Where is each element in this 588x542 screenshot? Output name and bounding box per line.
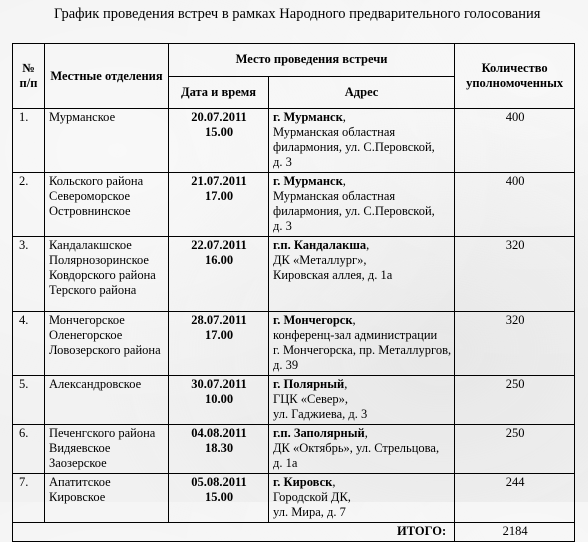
dept-cell: [45, 109, 169, 173]
table-row: [13, 237, 575, 312]
address-comma: ,: [342, 174, 346, 188]
total-value: 2184: [455, 523, 575, 542]
address-line: филармония, ул. С.Перовской,: [273, 140, 435, 154]
qty-cell: 250: [455, 425, 575, 474]
header-dept: Местные отделения: [45, 44, 169, 109]
datetime-cell: [169, 376, 269, 425]
address-comma: ,: [364, 426, 368, 440]
dept-line: Печенгского района: [49, 426, 156, 440]
row-number: 4.: [13, 312, 45, 376]
address-line: д. 39: [273, 358, 299, 372]
address-comma: ,: [342, 110, 346, 124]
table-row: [13, 376, 575, 425]
datetime-cell: [169, 474, 269, 523]
meeting-time: 18.30: [204, 441, 234, 455]
row-number: 7.: [13, 474, 45, 523]
total-label: ИТОГО:: [13, 523, 455, 542]
header-place: Место проведения встречи: [169, 44, 455, 77]
address-line: ДК «Металлург»,: [273, 253, 367, 267]
meeting-date: 28.07.2011: [191, 313, 247, 327]
table-body: [13, 109, 575, 523]
address-line: ул. Мира, д. 7: [273, 505, 346, 519]
dept-line: Ловозерского района: [49, 343, 161, 357]
header-address: Адрес: [269, 76, 455, 109]
address-line: конференц-зал администрации: [273, 328, 438, 342]
qty-cell: 400: [455, 173, 575, 237]
address-cell: [269, 425, 455, 474]
dept-cell: [45, 312, 169, 376]
address-line: д. 3: [273, 155, 292, 169]
dept-cell: [45, 425, 169, 474]
dept-line: Ковдорского района: [49, 268, 156, 282]
dept-cell: [45, 376, 169, 425]
table-row: [13, 474, 575, 523]
row-number: 3.: [13, 237, 45, 312]
dept-line: Видяевское: [49, 441, 111, 455]
address-city: г. Мурманск: [273, 110, 343, 124]
meeting-date: 22.07.2011: [191, 238, 247, 252]
address-line: ДК «Октябрь», ул. Стрельцова,: [273, 441, 440, 455]
address-line: ГЦК «Север»,: [273, 392, 349, 406]
address-city: г. Мурманск: [273, 174, 343, 188]
address-cell: [269, 109, 455, 173]
address-line: г. Мончегорска, пр. Металлургов,: [273, 343, 452, 357]
dept-line: Мончегорское: [49, 313, 125, 327]
address-cell: [269, 237, 455, 312]
row-number: 1.: [13, 109, 45, 173]
qty-cell: 320: [455, 312, 575, 376]
total-row: [13, 523, 575, 542]
dept-line: Кандалакшское: [49, 238, 132, 252]
address-city: г. Кировск: [273, 475, 333, 489]
datetime-cell: [169, 237, 269, 312]
datetime-cell: [169, 173, 269, 237]
address-city: г. Мончегорск: [273, 313, 353, 327]
header-qty: Количество уполномоченных: [455, 44, 575, 109]
address-line: д. 3: [273, 219, 292, 233]
dept-line: Кольского района: [49, 174, 144, 188]
address-first-line: [273, 426, 451, 441]
document-title: График проведения встреч в рамках Народного предварительного голосования: [54, 6, 541, 22]
datetime-cell: [169, 312, 269, 376]
address-line: филармония, ул. С.Перовской,: [273, 204, 435, 218]
qty-cell: 250: [455, 376, 575, 425]
dept-line: Мурманское: [49, 110, 116, 124]
dept-cell: [45, 237, 169, 312]
meeting-date: 30.07.2011: [191, 377, 247, 391]
header-row-1: [13, 44, 575, 77]
address-line: д. 1а: [273, 456, 298, 470]
meeting-date: 20.07.2011: [191, 110, 247, 124]
row-number: 6.: [13, 425, 45, 474]
row-number: 5.: [13, 376, 45, 425]
address-line: ул. Гаджиева, д. 3: [273, 407, 368, 421]
dept-line: Апатитское: [49, 475, 111, 489]
address-line: Городской ДК,: [273, 490, 351, 504]
meeting-date: 21.07.2011: [191, 174, 247, 188]
address-first-line: [273, 475, 451, 490]
address-city: г.п. Кандалакша: [273, 238, 367, 252]
dept-line: Североморское: [49, 189, 131, 203]
schedule-table: [12, 43, 575, 542]
table-row: [13, 173, 575, 237]
header-num: № п/п: [13, 44, 45, 109]
address-city: г. Полярный: [273, 377, 345, 391]
table-header: [13, 44, 575, 109]
address-cell: [269, 312, 455, 376]
dept-line: Оленегорское: [49, 328, 123, 342]
datetime-cell: [169, 425, 269, 474]
table-row: [13, 312, 575, 376]
qty-cell: 320: [455, 237, 575, 312]
datetime-cell: [169, 109, 269, 173]
row-number: 2.: [13, 173, 45, 237]
meeting-time: 17.00: [204, 189, 234, 203]
dept-line: Александровское: [49, 377, 142, 391]
address-line: Мурманская областная: [273, 189, 396, 203]
meeting-time: 15.00: [204, 490, 234, 504]
dept-cell: [45, 474, 169, 523]
dept-line: Заозерское: [49, 456, 107, 470]
dept-line: Кировское: [49, 490, 106, 504]
address-city: г.п. Заполярный: [273, 426, 365, 440]
qty-cell: 400: [455, 109, 575, 173]
address-first-line: [273, 313, 451, 328]
meeting-date: 04.08.2011: [191, 426, 247, 440]
address-first-line: [273, 110, 451, 125]
address-cell: [269, 376, 455, 425]
address-first-line: [273, 174, 451, 189]
dept-cell: [45, 173, 169, 237]
qty-cell: 244: [455, 474, 575, 523]
address-line: Мурманская областная: [273, 125, 396, 139]
dept-line: Островнинское: [49, 204, 131, 218]
table-row: [13, 425, 575, 474]
table-footer: [13, 523, 575, 542]
address-line: Кировская аллея, д. 1а: [273, 268, 393, 282]
address-first-line: [273, 238, 451, 253]
header-datetime: Дата и время: [169, 76, 269, 109]
address-comma: ,: [344, 377, 348, 391]
dept-line: Полярнозоринское: [49, 253, 149, 267]
address-first-line: [273, 377, 451, 392]
address-cell: [269, 173, 455, 237]
table-row: [13, 109, 575, 173]
meeting-time: 10.00: [204, 392, 234, 406]
meeting-time: 16.00: [204, 253, 234, 267]
address-cell: [269, 474, 455, 523]
dept-line: Терского района: [49, 283, 137, 297]
address-comma: ,: [352, 313, 356, 327]
meeting-time: 15.00: [204, 125, 234, 139]
meeting-time: 17.00: [204, 328, 234, 342]
address-comma: ,: [332, 475, 336, 489]
meeting-date: 05.08.2011: [191, 475, 247, 489]
address-comma: ,: [366, 238, 370, 252]
